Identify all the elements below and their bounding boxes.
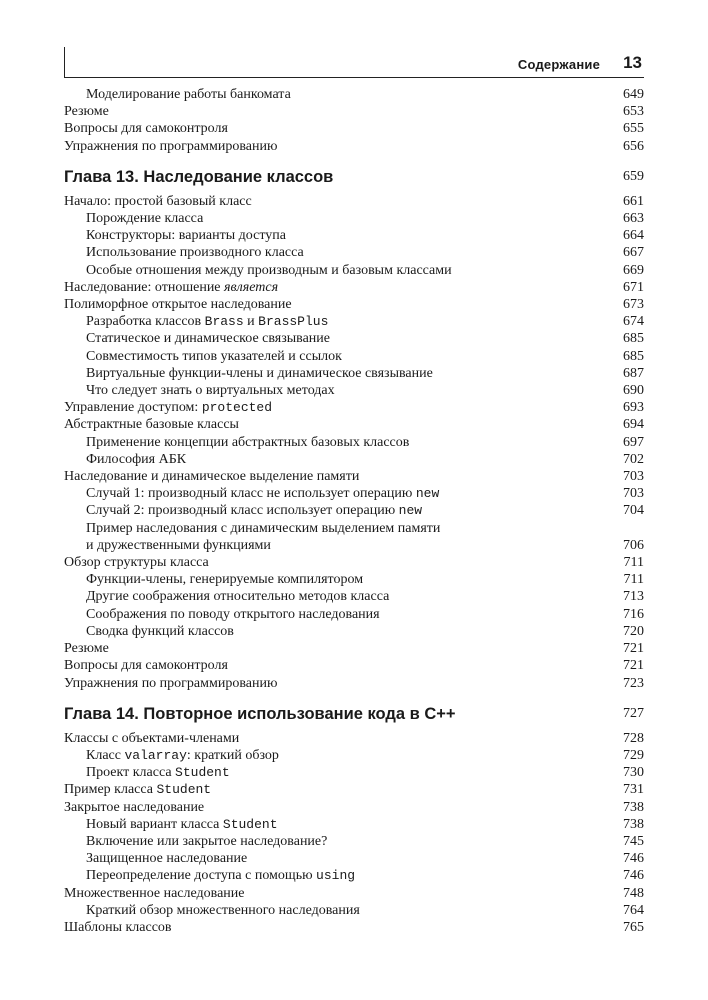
running-title: Содержание bbox=[517, 57, 600, 72]
toc-entry-title bbox=[64, 262, 644, 279]
toc-entry bbox=[64, 520, 644, 537]
toc-entry bbox=[64, 799, 644, 816]
toc-entry bbox=[64, 850, 644, 867]
toc-entry bbox=[64, 399, 644, 416]
toc-entry-text: Пример класса bbox=[64, 782, 157, 798]
toc-entry-title bbox=[64, 730, 644, 747]
toc-page-number: 703 bbox=[623, 486, 644, 502]
toc-entry bbox=[64, 919, 644, 936]
toc-entry-title bbox=[64, 193, 644, 210]
toc-entry-title bbox=[64, 227, 644, 244]
toc-page-number: 669 bbox=[623, 262, 644, 278]
toc-entry bbox=[64, 103, 644, 120]
toc-entry bbox=[64, 537, 644, 554]
toc-entry-text: Философия АБК bbox=[86, 451, 187, 467]
toc-entry-text: Вопросы для самоконтроля bbox=[64, 121, 228, 137]
toc-entry-text: Student bbox=[156, 782, 212, 798]
toc-entry bbox=[64, 867, 644, 884]
toc-entry-title bbox=[64, 330, 644, 347]
toc-entry-title bbox=[64, 399, 644, 416]
toc-entry-title bbox=[64, 675, 644, 692]
toc-page-number: 711 bbox=[623, 555, 644, 571]
toc-entry bbox=[64, 554, 644, 571]
toc-entry-text: Шаблоны классов bbox=[64, 919, 172, 935]
toc-page-number: 716 bbox=[623, 606, 644, 622]
toc-entry-text: Защищенное наследование bbox=[86, 851, 248, 867]
toc-entry-text: Управление доступом: bbox=[64, 400, 202, 416]
toc-entry bbox=[64, 640, 644, 657]
toc-entry-text: new bbox=[415, 486, 440, 502]
toc-page-number: 703 bbox=[623, 469, 644, 485]
toc-entry bbox=[64, 227, 644, 244]
toc-entry bbox=[64, 885, 644, 902]
toc-entry bbox=[64, 468, 644, 485]
toc-entry bbox=[64, 434, 644, 451]
header-vertical-rule bbox=[64, 47, 65, 77]
toc-entry-title bbox=[64, 86, 644, 103]
toc-entry bbox=[64, 262, 644, 279]
toc-entry-title bbox=[64, 588, 644, 605]
toc-entry-title bbox=[64, 502, 644, 519]
toc-entry-title bbox=[64, 833, 644, 850]
toc-entry bbox=[64, 816, 644, 833]
toc-entry-title bbox=[64, 571, 644, 588]
toc-entry-title bbox=[64, 210, 644, 227]
toc-entry-text: Сводка функций классов bbox=[86, 623, 234, 639]
toc-entry-title bbox=[64, 451, 644, 468]
toc-entry bbox=[64, 193, 644, 210]
toc-entry-text: Применение концепции абстрактных базовых классов bbox=[86, 434, 410, 450]
toc-entry-title bbox=[64, 416, 644, 433]
toc-entry-text: Краткий обзор множественного наследования bbox=[86, 902, 360, 918]
toc-entry bbox=[64, 86, 644, 103]
toc-page-number: 729 bbox=[623, 747, 644, 763]
toc-entry bbox=[64, 382, 644, 399]
toc-entry-text: Особые отношения между производным и базовым классами bbox=[86, 262, 452, 278]
toc-entry bbox=[64, 606, 644, 623]
toc-entry-text: и bbox=[243, 314, 259, 330]
toc-entry-title bbox=[64, 867, 644, 884]
toc-entry-title bbox=[64, 657, 644, 674]
toc-page-number: 693 bbox=[623, 400, 644, 416]
toc-entry-title bbox=[64, 167, 644, 187]
toc-entry-text: Функции-члены, генерируемые компилятором bbox=[86, 572, 364, 588]
page-number: 13 bbox=[623, 53, 642, 72]
toc-entry bbox=[64, 571, 644, 588]
toc-entry-text: Совместимость типов указателей и ссылок bbox=[86, 348, 342, 364]
toc-entry-title bbox=[64, 520, 644, 537]
toc-entry-title bbox=[64, 606, 644, 623]
toc-entry-text: Использование производного класса bbox=[86, 245, 304, 261]
toc-entry bbox=[64, 588, 644, 605]
header-horizontal-rule bbox=[64, 77, 644, 78]
toc-page-number: 720 bbox=[623, 623, 644, 639]
toc-entry-title bbox=[64, 313, 644, 330]
toc-page-number: 653 bbox=[623, 104, 644, 120]
toc-entry bbox=[64, 244, 644, 261]
toc-entry-text: и дружественными функциями bbox=[86, 537, 271, 553]
toc-entry bbox=[64, 502, 644, 519]
toc-entry-title bbox=[64, 902, 644, 919]
toc-entry-title bbox=[64, 120, 644, 137]
toc-entry-title bbox=[64, 434, 644, 451]
toc-entry-text: BrassPlus bbox=[258, 314, 329, 330]
toc-entry-text: Случай 1: производный класс не использует операцию bbox=[86, 486, 416, 502]
toc-page-number: 685 bbox=[623, 331, 644, 347]
toc-entry-text: Виртуальные функции-члены и динамическое связывание bbox=[86, 365, 433, 381]
toc-entry-text: является bbox=[224, 279, 279, 295]
toc-entry-title bbox=[64, 244, 644, 261]
toc-page-number: 721 bbox=[623, 658, 644, 674]
toc-page-number: 694 bbox=[623, 417, 644, 433]
toc-entry-text: Упражнения по программированию bbox=[64, 138, 278, 154]
toc-page-number: 738 bbox=[623, 816, 644, 832]
toc-entry bbox=[64, 747, 644, 764]
toc-entry-title bbox=[64, 348, 644, 365]
toc-entry-title bbox=[64, 485, 644, 502]
toc-entry-title bbox=[64, 623, 644, 640]
toc-entry-title bbox=[64, 799, 644, 816]
toc-entry bbox=[64, 730, 644, 747]
toc-entry-text: : краткий обзор bbox=[186, 747, 279, 763]
toc-entry-text: Другие соображения относительно методов класса bbox=[86, 589, 390, 605]
toc-page-number: 764 bbox=[623, 902, 644, 918]
toc-entry-title bbox=[64, 919, 644, 936]
toc-entry-text: Student bbox=[175, 765, 230, 781]
toc-entry bbox=[64, 365, 644, 382]
toc-entry bbox=[64, 657, 644, 674]
toc-entry-text: Статическое и динамическое связывание bbox=[86, 331, 331, 347]
toc-page-number: 711 bbox=[623, 572, 644, 588]
toc-page-number: 659 bbox=[623, 168, 644, 184]
toc-page-number: 671 bbox=[623, 279, 644, 295]
toc-entry-text: Глава 14. Повторное использование кода в C++ bbox=[64, 704, 456, 723]
toc-entry-title bbox=[64, 365, 644, 382]
toc-entry-text: Резюме bbox=[64, 104, 109, 120]
toc-entry-text: Моделирование работы банкомата bbox=[86, 87, 291, 102]
toc-page-number: 738 bbox=[623, 799, 644, 815]
toc-page-number: 704 bbox=[623, 503, 644, 519]
toc-entry-title bbox=[64, 816, 644, 833]
toc-entry-text: Вопросы для самоконтроля bbox=[64, 658, 228, 674]
toc-entry bbox=[64, 833, 644, 850]
toc-page-number: 723 bbox=[623, 675, 644, 691]
toc-entry-text: valarray bbox=[124, 747, 187, 763]
toc-page-number: 687 bbox=[623, 365, 644, 381]
toc-entry-text: Начало: простой базовый класс bbox=[64, 193, 252, 209]
toc-entry bbox=[64, 138, 644, 155]
toc-entry-title bbox=[64, 468, 644, 485]
toc-page-number: 664 bbox=[623, 228, 644, 244]
toc-entry-text: Brass bbox=[204, 314, 244, 330]
toc-page-number: 661 bbox=[623, 193, 644, 209]
toc-entry-text: Порождение класса bbox=[86, 211, 204, 227]
toc-page-number: 746 bbox=[623, 868, 644, 884]
toc-page-number: 656 bbox=[623, 138, 644, 154]
toc-page-number: 765 bbox=[623, 919, 644, 935]
toc-entry-title bbox=[64, 296, 644, 313]
toc-page-number: 663 bbox=[623, 211, 644, 227]
toc-entry-title bbox=[64, 747, 644, 764]
toc-entry-title bbox=[64, 279, 644, 296]
toc-entry-text: Разработка классов bbox=[86, 314, 205, 330]
toc-entry bbox=[64, 764, 644, 781]
toc-entry-text: Новый вариант класса bbox=[86, 816, 223, 832]
toc-entry bbox=[64, 902, 644, 919]
toc-page-number: 713 bbox=[623, 589, 644, 605]
toc-entry-text: Глава 13. Наследование классов bbox=[64, 167, 334, 186]
toc-entry-text: Упражнения по программированию bbox=[64, 675, 278, 691]
toc-page-number: 690 bbox=[623, 383, 644, 399]
toc-entry-title bbox=[64, 781, 644, 798]
toc-entry-text: Наследование и динамическое выделение памяти bbox=[64, 469, 360, 485]
toc-entry-title bbox=[64, 554, 644, 571]
toc-entry-text: Резюме bbox=[64, 641, 109, 657]
toc-entry-text: Закрытое наследование bbox=[64, 799, 205, 815]
toc-entry bbox=[64, 451, 644, 468]
toc-page-number: 721 bbox=[623, 641, 644, 657]
toc-entry-text: Включение или закрытое наследование? bbox=[86, 833, 328, 849]
toc-page-number: 655 bbox=[623, 121, 644, 137]
toc-entry-text: Полиморфное открытое наследование bbox=[64, 297, 292, 313]
toc-entry bbox=[64, 120, 644, 137]
toc-page-number: 667 bbox=[623, 245, 644, 261]
toc-entry-text: Случай 2: производный класс использует операцию bbox=[86, 503, 399, 519]
toc-entry-title bbox=[64, 764, 644, 781]
chapter-heading bbox=[64, 167, 644, 187]
toc-page-number: 674 bbox=[623, 314, 644, 330]
toc-entry bbox=[64, 348, 644, 365]
toc-entry-title bbox=[64, 382, 644, 399]
toc-entry-text: Пример наследования с динамическим выделением памяти bbox=[86, 520, 441, 536]
toc-entry bbox=[64, 330, 644, 347]
toc-entry-text: Абстрактные базовые классы bbox=[64, 417, 239, 433]
toc-entry bbox=[64, 279, 644, 296]
toc-entry-title bbox=[64, 138, 644, 155]
toc-page-number: 649 bbox=[623, 87, 644, 102]
toc-page-number: 727 bbox=[623, 705, 644, 721]
toc-entry-text: Обзор структуры класса bbox=[64, 555, 209, 571]
toc-entry-text: Проект класса bbox=[86, 765, 176, 781]
toc-page-number: 702 bbox=[623, 451, 644, 467]
toc-entry-title bbox=[64, 704, 644, 724]
toc-entry-text: Конструкторы: варианты доступа bbox=[86, 228, 286, 244]
toc-entry-title bbox=[64, 850, 644, 867]
chapter-heading bbox=[64, 704, 644, 724]
toc-entry-text: Соображения по поводу открытого наследования bbox=[86, 606, 380, 622]
toc-entry-text: Классы с объектами-членами bbox=[64, 730, 240, 746]
toc-entry-title bbox=[64, 103, 644, 120]
table-of-contents bbox=[64, 86, 644, 936]
toc-page-number: 730 bbox=[623, 765, 644, 781]
toc-entry bbox=[64, 416, 644, 433]
toc-entry-text: Класс bbox=[86, 747, 125, 763]
toc-entry bbox=[64, 313, 644, 330]
toc-page-number: 706 bbox=[623, 537, 644, 553]
toc-entry-text: Множественное наследование bbox=[64, 885, 245, 901]
toc-entry bbox=[64, 781, 644, 798]
toc-entry bbox=[64, 675, 644, 692]
toc-page-number: 685 bbox=[623, 348, 644, 364]
toc-entry-title bbox=[64, 640, 644, 657]
toc-entry-text: Student bbox=[222, 816, 278, 832]
toc-entry-title bbox=[64, 537, 644, 554]
toc-page-number: 745 bbox=[623, 833, 644, 849]
toc-entry-title bbox=[64, 885, 644, 902]
toc-entry-text: using bbox=[316, 868, 356, 884]
toc-entry bbox=[64, 210, 644, 227]
toc-entry-text: new bbox=[398, 503, 423, 519]
toc-page-number: 748 bbox=[623, 885, 644, 901]
toc-entry-text: protected bbox=[201, 400, 273, 416]
toc-entry bbox=[64, 485, 644, 502]
toc-entry bbox=[64, 623, 644, 640]
toc-entry-text: Что следует знать о виртуальных методах bbox=[86, 383, 335, 399]
toc-entry-text: Переопределение доступа с помощью bbox=[86, 868, 317, 884]
toc-page-number: 746 bbox=[623, 851, 644, 867]
toc-entry-text: Наследование: отношение bbox=[64, 279, 225, 295]
toc-page-number: 673 bbox=[623, 297, 644, 313]
toc-entry bbox=[64, 296, 644, 313]
toc-page-number: 731 bbox=[623, 782, 644, 798]
toc-page-number: 728 bbox=[623, 730, 644, 746]
toc-page-number: 697 bbox=[623, 434, 644, 450]
